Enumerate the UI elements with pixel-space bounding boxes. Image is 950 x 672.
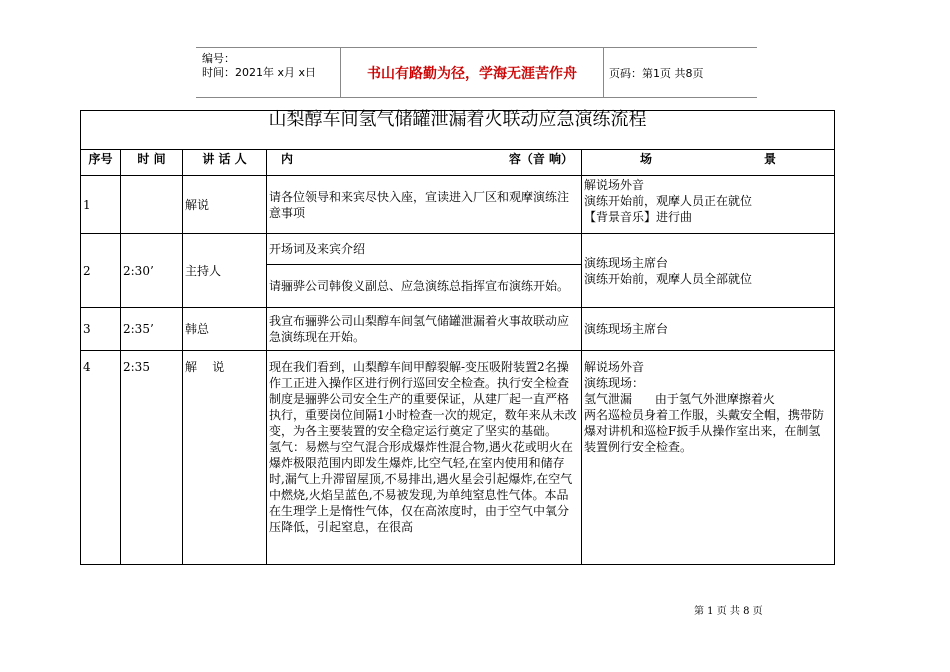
scene-line: 【背景音乐】进行曲	[584, 210, 693, 224]
scene-line: 演练开始前，观摩人员全部就位	[584, 271, 753, 286]
scene-line: 氢气泄漏 由于氢气外泄摩擦着火	[584, 392, 775, 406]
row-content: 开场词及来宾介绍	[267, 234, 582, 265]
scene-line: 演练现场主席台	[584, 322, 669, 336]
drill-process-table	[80, 110, 835, 565]
row-no: 1	[81, 176, 121, 234]
header-content	[267, 150, 582, 176]
row-content: 请各位领导和来宾尽快入座，宣读进入厂区和观摩演练注意事项	[267, 176, 582, 234]
page-header	[196, 47, 757, 98]
scene-line: 两名巡检员身着工作服，头戴安全帽，携带防爆对讲机和巡检F扳手从操作室出来，在制氢装置例行安全检查。	[584, 408, 825, 454]
row-no: 4	[81, 351, 121, 565]
row-speaker: 韩总	[183, 308, 267, 351]
row-scene	[582, 234, 835, 308]
row-content: 我宣布骊骅公司山梨醇车间氢气储罐泄漏着火事故联动应急演练现在开始。	[267, 308, 582, 351]
header-time: 时 间	[121, 150, 183, 176]
header-speaker: 讲 话 人	[183, 150, 267, 176]
header-content-left: 内	[281, 152, 294, 166]
header-scene	[582, 150, 835, 176]
header-no: 序号	[81, 150, 121, 176]
header-scene-left: 场	[640, 152, 653, 166]
header-content-right: 容（音 响）	[508, 152, 573, 166]
scene-line: 演练开始前，观摩人员正在就位	[584, 194, 753, 208]
scene-line: 演练现场：	[584, 376, 645, 390]
header-page-number: 页码：第1页 共8页	[609, 67, 704, 80]
table-row	[81, 308, 835, 351]
scene-line: 解说场外音	[584, 178, 645, 192]
header-motto: 书山有路勤为径，学海无涯苦作舟	[367, 66, 577, 82]
content-paragraph: 现在我们看到，山梨醇车间甲醇裂解-变压吸附装置2名操作工正进入操作区进行例行巡回安全检查。执行安全检查制度是骊骅公司安全生产的重要保证，从建厂起一直严格执行，重要岗位间隔1小时检查一次的规定，数年来从未改变，为各主要装置的安全稳定运行奠定了坚实的基础。	[269, 360, 577, 438]
row-speaker: 主持人	[183, 234, 267, 308]
scene-line: 解说场外音	[584, 360, 645, 374]
code-label: 编号：	[202, 52, 235, 65]
page-footer: 第 1 页 共 8 页	[694, 606, 763, 617]
row-scene	[582, 176, 835, 234]
header-divider	[603, 48, 604, 97]
header-meta	[202, 52, 316, 80]
row-time: 2:35	[121, 351, 183, 565]
table-title: 山梨醇车间氢气储罐泄漏着火联动应急演练流程	[81, 111, 835, 150]
row-content	[267, 351, 582, 565]
row-speaker: 解 说	[183, 351, 267, 565]
time-label: 时间：2021年 x月 x日	[202, 66, 317, 79]
table-row	[81, 176, 835, 234]
row-time: 2:35’	[121, 308, 183, 351]
table-header-row	[81, 150, 835, 176]
row-speaker: 解说	[183, 176, 267, 234]
row-content: 请骊骅公司韩俊义副总、应急演练总指挥宣布演练开始。	[267, 265, 582, 308]
table-row	[81, 234, 835, 265]
scene-line: 演练现场主席台	[584, 255, 669, 270]
table-row	[81, 351, 835, 565]
row-scene	[582, 351, 835, 565]
row-no: 2	[81, 234, 121, 308]
row-time: 2:30’	[121, 234, 183, 308]
row-no: 3	[81, 308, 121, 351]
row-time	[121, 176, 183, 234]
content-paragraph: 氢气：易燃与空气混合形成爆炸性混合物,遇火花或明火在爆炸极限范围内即发生爆炸,比空气轻,在室内使用和储存时,漏气上升滞留屋顶,不易排出,遇火星会引起爆炸,在空气中燃烧,火焰呈蓝色,不易被发现,为单纯窒息性气体。本品在生理学上是惰性气体，仅在高浓度时，由于空气中氧分压降低，引起窒息，在很高	[269, 440, 573, 534]
header-scene-right: 景	[764, 152, 777, 166]
row-scene	[582, 308, 835, 351]
